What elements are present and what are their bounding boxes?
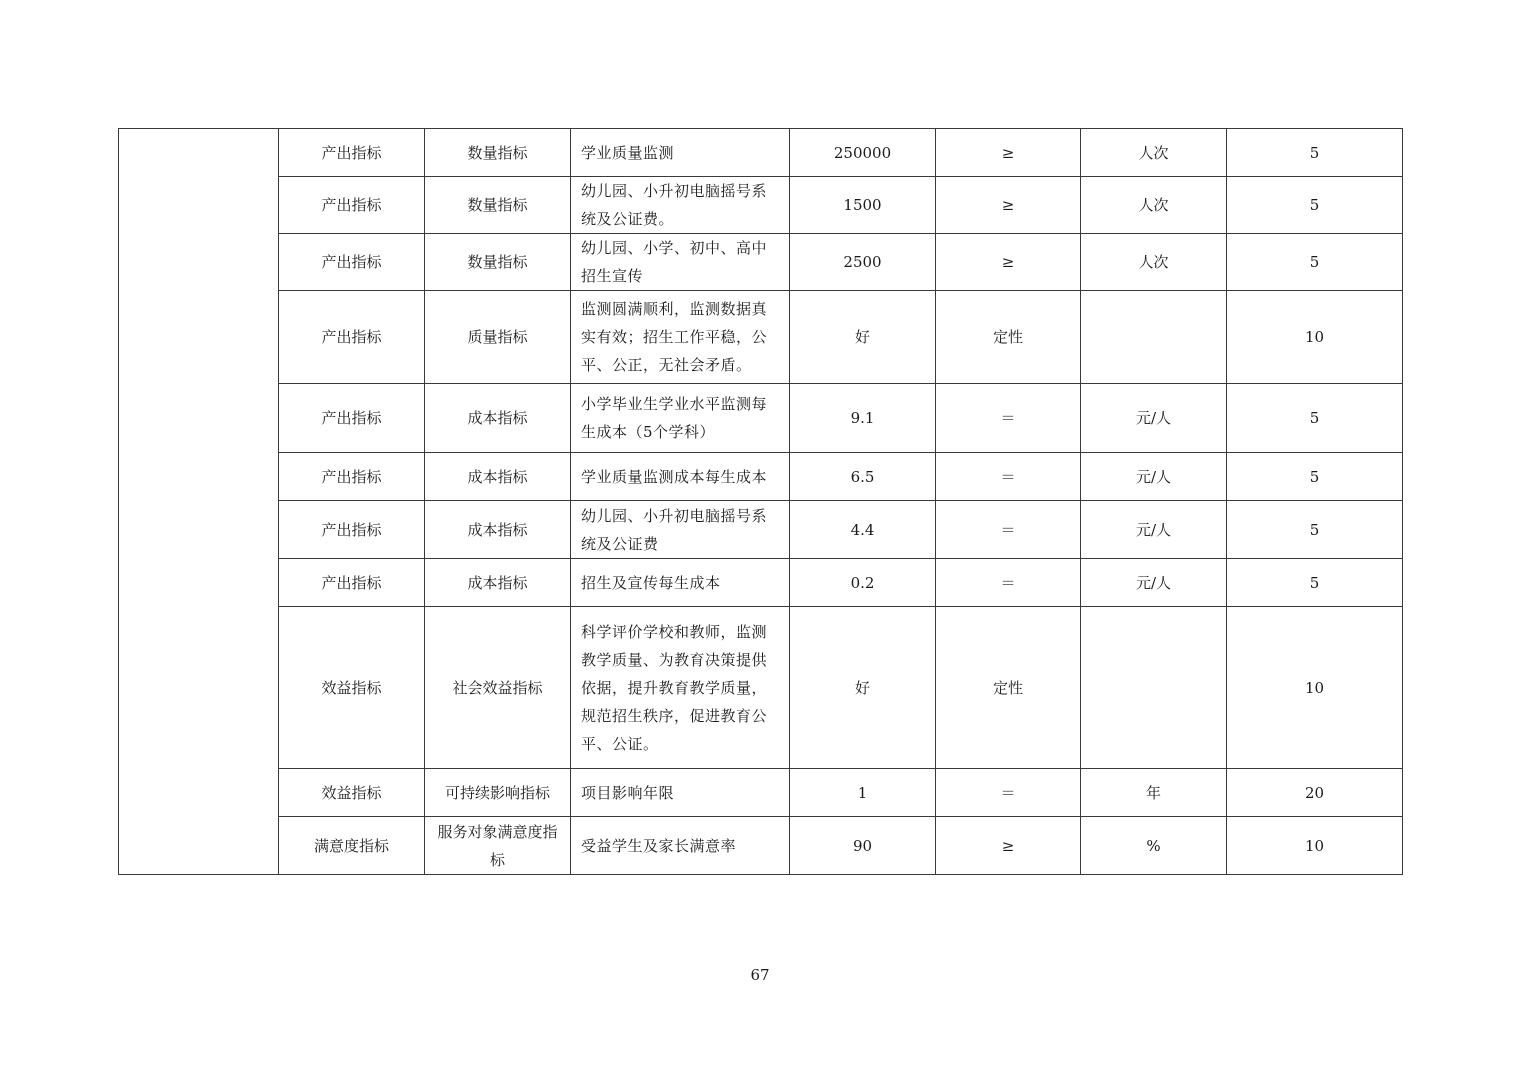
- measure-unit: 年: [1081, 769, 1227, 817]
- table-row: [119, 234, 1403, 291]
- comparison-operator: ＝: [936, 559, 1081, 607]
- level1-indicator: 产出指标: [279, 501, 425, 559]
- indicator-weight: 5: [1227, 384, 1403, 453]
- comparison-operator: ＝: [936, 453, 1081, 501]
- level1-indicator: 产出指标: [279, 559, 425, 607]
- level2-indicator: 成本指标: [425, 501, 571, 559]
- level3-indicator: 幼儿园、小学、初中、高中招生宣传: [571, 234, 790, 291]
- measure-unit: 元/人: [1081, 384, 1227, 453]
- table-row: [119, 384, 1403, 453]
- table-row: [119, 817, 1403, 875]
- level3-indicator: 科学评价学校和教师，监测教学质量、为教育决策提供依据，提升教育教学质量，规范招生秩序，促进教育公平、公证。: [571, 607, 790, 769]
- level1-indicator: 产出指标: [279, 291, 425, 384]
- level2-indicator: 成本指标: [425, 384, 571, 453]
- level1-indicator: 产出指标: [279, 177, 425, 234]
- measure-unit: [1081, 607, 1227, 769]
- measure-unit: [1081, 291, 1227, 384]
- target-value: 4.4: [790, 501, 936, 559]
- level1-indicator: 产出指标: [279, 384, 425, 453]
- table-row: [119, 769, 1403, 817]
- level2-indicator: 社会效益指标: [425, 607, 571, 769]
- comparison-operator: ≥: [936, 129, 1081, 177]
- table-row: [119, 177, 1403, 234]
- page-number: 67: [750, 966, 770, 984]
- level1-indicator: 产出指标: [279, 234, 425, 291]
- comparison-operator: ＝: [936, 501, 1081, 559]
- target-value: 1: [790, 769, 936, 817]
- level2-indicator: 可持续影响指标: [425, 769, 571, 817]
- target-value: 1500: [790, 177, 936, 234]
- indicator-weight: 5: [1227, 453, 1403, 501]
- comparison-operator: 定性: [936, 291, 1081, 384]
- indicator-weight: 20: [1227, 769, 1403, 817]
- level2-indicator: 数量指标: [425, 234, 571, 291]
- level3-indicator: 幼儿园、小升初电脑摇号系统及公证费: [571, 501, 790, 559]
- measure-unit: 人次: [1081, 234, 1227, 291]
- comparison-operator: 定性: [936, 607, 1081, 769]
- level2-indicator: 质量指标: [425, 291, 571, 384]
- level3-indicator: 监测圆满顺利，监测数据真实有效；招生工作平稳，公平、公正，无社会矛盾。: [571, 291, 790, 384]
- table-row: [119, 501, 1403, 559]
- level1-indicator: 效益指标: [279, 607, 425, 769]
- table-row: [119, 291, 1403, 384]
- target-value: 6.5: [790, 453, 936, 501]
- merged-empty-cell: [119, 129, 279, 875]
- indicator-weight: 5: [1227, 234, 1403, 291]
- target-value: 好: [790, 607, 936, 769]
- performance-indicator-table: [118, 128, 1403, 875]
- table-row: [119, 607, 1403, 769]
- level1-indicator: 产出指标: [279, 129, 425, 177]
- level1-indicator: 产出指标: [279, 453, 425, 501]
- level3-indicator: 项目影响年限: [571, 769, 790, 817]
- level3-indicator: 小学毕业生学业水平监测每生成本（5个学科）: [571, 384, 790, 453]
- measure-unit: 元/人: [1081, 501, 1227, 559]
- measure-unit: 人次: [1081, 177, 1227, 234]
- comparison-operator: ≥: [936, 234, 1081, 291]
- indicator-weight: 5: [1227, 501, 1403, 559]
- indicator-weight: 5: [1227, 559, 1403, 607]
- level2-indicator: 成本指标: [425, 559, 571, 607]
- level1-indicator: 效益指标: [279, 769, 425, 817]
- indicator-weight: 10: [1227, 817, 1403, 875]
- comparison-operator: ≥: [936, 177, 1081, 234]
- indicator-weight: 5: [1227, 177, 1403, 234]
- target-value: 2500: [790, 234, 936, 291]
- level3-indicator: 学业质量监测成本每生成本: [571, 453, 790, 501]
- comparison-operator: ≥: [936, 817, 1081, 875]
- level2-indicator: 数量指标: [425, 177, 571, 234]
- indicator-weight: 10: [1227, 607, 1403, 769]
- level3-indicator: 学业质量监测: [571, 129, 790, 177]
- indicator-weight: 5: [1227, 129, 1403, 177]
- table-row: [119, 129, 1403, 177]
- target-value: 0.2: [790, 559, 936, 607]
- level2-indicator: 成本指标: [425, 453, 571, 501]
- measure-unit: 元/人: [1081, 559, 1227, 607]
- table-row: [119, 453, 1403, 501]
- level2-indicator: 服务对象满意度指标: [425, 817, 571, 875]
- level3-indicator: 招生及宣传每生成本: [571, 559, 790, 607]
- level3-indicator: 受益学生及家长满意率: [571, 817, 790, 875]
- level3-indicator: 幼儿园、小升初电脑摇号系统及公证费。: [571, 177, 790, 234]
- level1-indicator: 满意度指标: [279, 817, 425, 875]
- level2-indicator: 数量指标: [425, 129, 571, 177]
- target-value: 好: [790, 291, 936, 384]
- measure-unit: %: [1081, 817, 1227, 875]
- comparison-operator: ＝: [936, 384, 1081, 453]
- target-value: 250000: [790, 129, 936, 177]
- table-row: [119, 559, 1403, 607]
- measure-unit: 元/人: [1081, 453, 1227, 501]
- measure-unit: 人次: [1081, 129, 1227, 177]
- comparison-operator: ＝: [936, 769, 1081, 817]
- indicator-weight: 10: [1227, 291, 1403, 384]
- target-value: 90: [790, 817, 936, 875]
- target-value: 9.1: [790, 384, 936, 453]
